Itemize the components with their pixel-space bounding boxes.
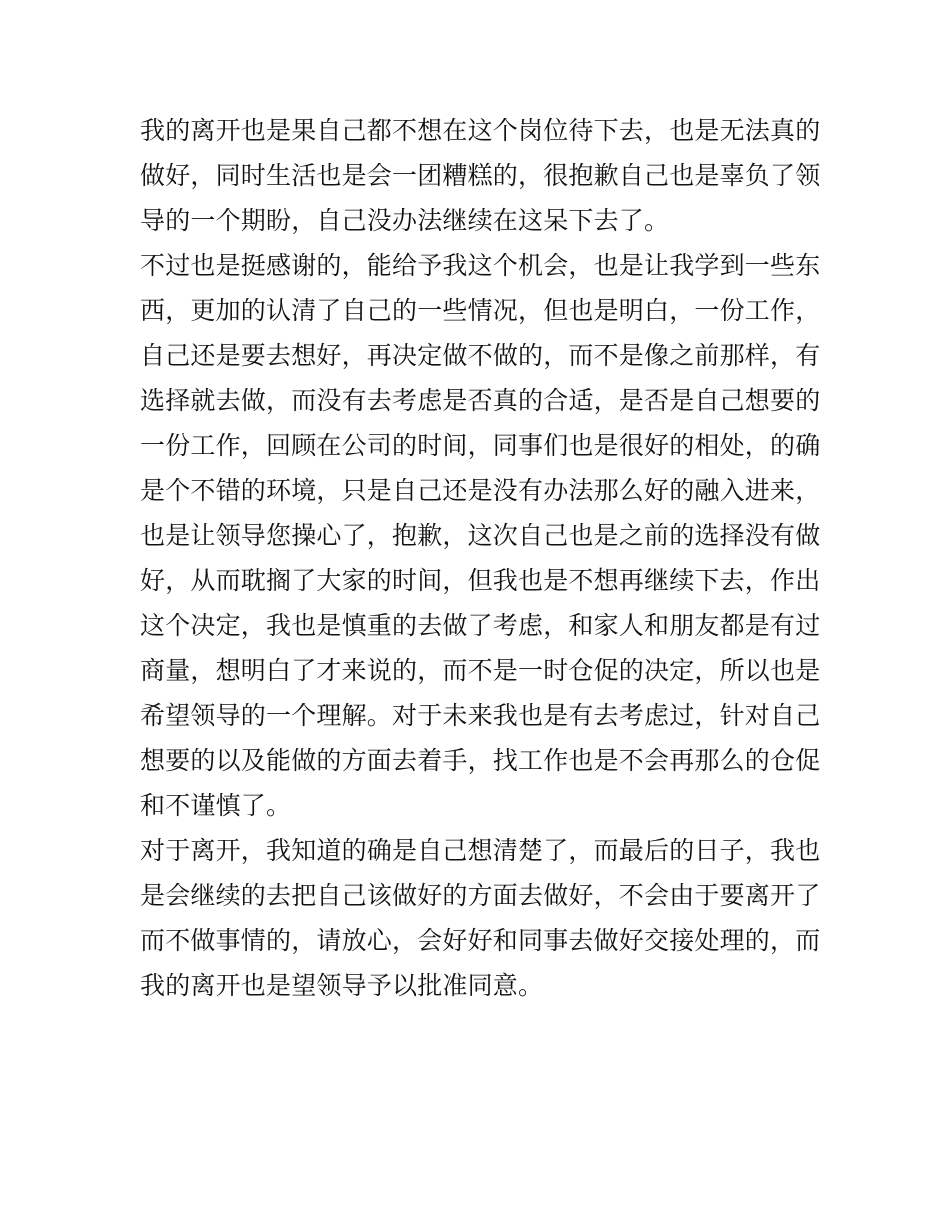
text-line: 自己还是要去想好，再决定做不做的，而不是像之前那样，有	[140, 341, 821, 370]
text-line: 对于离开，我知道的确是自己想清楚了，而最后的日子，我也	[140, 836, 821, 865]
text-line: 也是让领导您操心了，抱歉，这次自己也是之前的选择没有做	[140, 521, 821, 550]
document-body	[140, 108, 821, 1008]
paragraph-1	[140, 108, 821, 243]
paragraph-2	[140, 243, 821, 828]
text-line: 导的一个期盼，自己没办法继续在这呆下去了。	[140, 206, 670, 235]
text-line: 商量，想明白了才来说的，而不是一时仓促的决定，所以也是	[140, 656, 821, 685]
text-line: 而不做事情的，请放心，会好好和同事去做好交接处理的，而	[140, 926, 821, 955]
text-line: 我的离开也是果自己都不想在这个岗位待下去，也是无法真的	[140, 116, 821, 145]
text-line: 想要的以及能做的方面去着手，找工作也是不会再那么的仓促	[140, 746, 821, 775]
paragraph-3	[140, 828, 821, 1008]
text-line: 是个不错的环境，只是自己还是没有办法那么好的融入进来，	[140, 476, 821, 505]
text-line: 和不谨慎了。	[140, 791, 292, 820]
text-line: 做好，同时生活也是会一团糟糕的，很抱歉自己也是辜负了领	[140, 161, 821, 190]
text-line: 希望领导的一个理解。对于未来我也是有去考虑过，针对自己	[140, 701, 821, 730]
text-line: 不过也是挺感谢的，能给予我这个机会，也是让我学到一些东	[140, 251, 821, 280]
text-line: 是会继续的去把自己该做好的方面去做好，不会由于要离开了	[140, 881, 821, 910]
text-line: 好，从而耽搁了大家的时间，但我也是不想再继续下去，作出	[140, 566, 821, 595]
text-line: 西，更加的认清了自己的一些情况，但也是明白，一份工作，	[140, 296, 821, 325]
text-line: 一份工作，回顾在公司的时间，同事们也是很好的相处，的确	[140, 431, 821, 460]
text-line: 选择就去做，而没有去考虑是否真的合适，是否是自己想要的	[140, 386, 821, 415]
text-line: 这个决定，我也是慎重的去做了考虑，和家人和朋友都是有过	[140, 611, 821, 640]
text-line: 我的离开也是望领导予以批准同意。	[140, 971, 544, 1000]
